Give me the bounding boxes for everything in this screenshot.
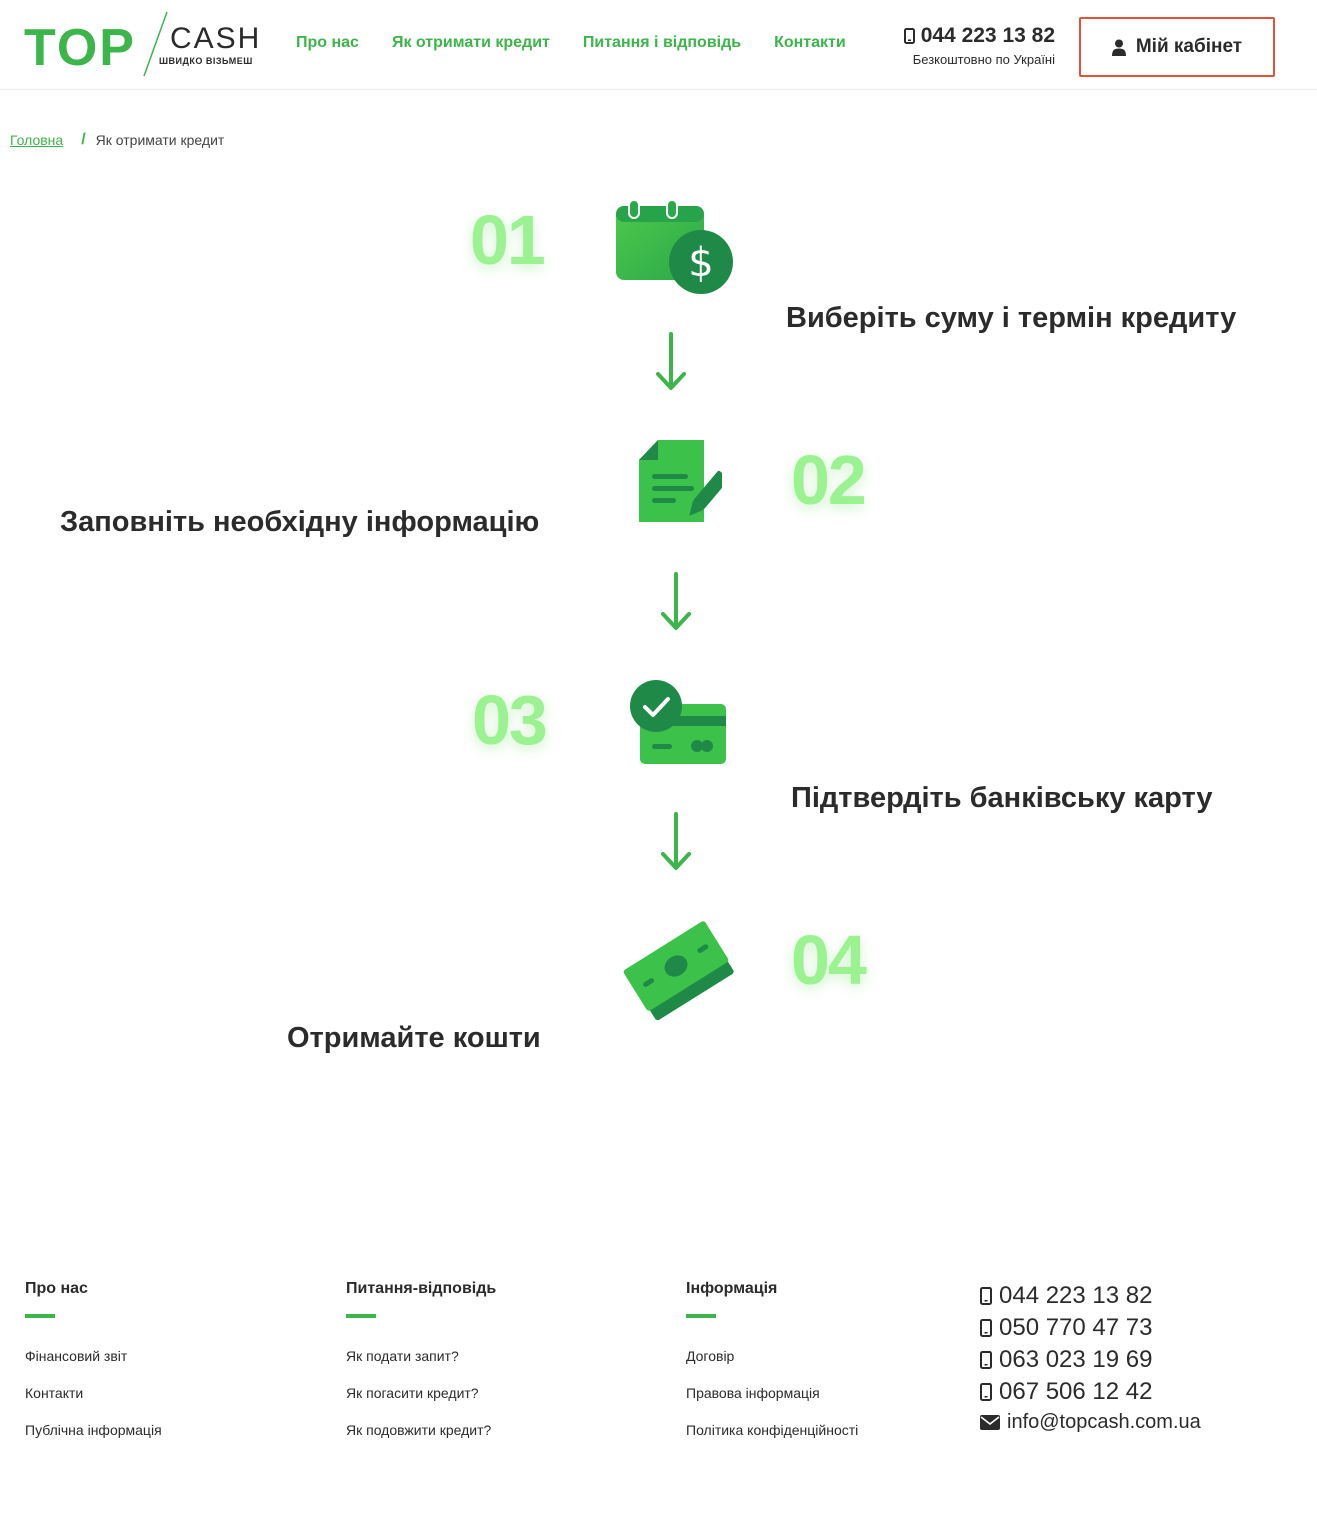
step-4-title: Отримайте кошти bbox=[287, 1022, 541, 1054]
topcash-logo[interactable] bbox=[24, 10, 264, 80]
nav-about[interactable]: Про нас bbox=[296, 34, 359, 51]
nav-faq[interactable]: Питання і відповідь bbox=[582, 34, 742, 51]
header-phone-note: Безкоштовно по Україні bbox=[912, 52, 1055, 67]
logo-top-text: TOP bbox=[24, 19, 136, 77]
footer-link-how-to-extend[interactable]: Як подовжити кредит? bbox=[346, 1422, 492, 1438]
header-phone-block bbox=[904, 24, 1055, 67]
footer-link-how-to-apply[interactable]: Як подати запит? bbox=[346, 1348, 459, 1364]
my-cabinet-label: Мій кабінет bbox=[1135, 36, 1243, 57]
footer-column-about bbox=[25, 1280, 162, 1459]
breadcrumb-separator: / bbox=[81, 131, 86, 148]
footer-email-address: info@topcash.com.ua bbox=[1007, 1410, 1201, 1433]
footer-link-legal-info[interactable]: Правова інформація bbox=[686, 1385, 820, 1401]
breadcrumb-home-link[interactable]: Головна bbox=[10, 132, 64, 148]
main-nav bbox=[296, 34, 846, 52]
breadcrumb-current: Як отримати кредит bbox=[95, 132, 225, 148]
footer-phone-number: 050 770 47 73 bbox=[999, 1314, 1153, 1341]
step-1-title: Виберіть суму і термін кредиту bbox=[786, 302, 1237, 334]
arrow-down-icon bbox=[655, 332, 687, 392]
footer-phone-3[interactable] bbox=[980, 1344, 1201, 1376]
mobile-phone-icon bbox=[980, 1383, 992, 1401]
step-3-title: Підтвердіть банківську карту bbox=[791, 782, 1213, 814]
footer-link-contacts[interactable]: Контакти bbox=[25, 1385, 84, 1401]
footer-column-faq bbox=[346, 1280, 496, 1459]
footer-phone-number: 063 023 19 69 bbox=[999, 1346, 1153, 1373]
footer-link-privacy-policy[interactable]: Політика конфіденційності bbox=[686, 1422, 859, 1438]
breadcrumb bbox=[10, 131, 224, 149]
footer-email[interactable] bbox=[980, 1408, 1201, 1436]
step-2-title: Заповніть необхідну інформацію bbox=[60, 506, 540, 538]
arrow-down-icon bbox=[660, 812, 692, 872]
cash-bills-icon bbox=[620, 916, 738, 1028]
footer-link-agreement[interactable]: Договір bbox=[686, 1348, 735, 1364]
mobile-phone-icon bbox=[904, 28, 915, 44]
arrow-down-icon bbox=[660, 572, 692, 632]
footer-phone-2[interactable] bbox=[980, 1312, 1201, 1344]
footer-accent-bar bbox=[686, 1314, 716, 1318]
footer-phone-4[interactable] bbox=[980, 1376, 1201, 1408]
envelope-icon bbox=[980, 1415, 1000, 1430]
header-phone-number: 044 223 13 82 bbox=[920, 24, 1055, 47]
footer-contacts bbox=[980, 1280, 1201, 1436]
footer-link-public-info[interactable]: Публічна інформація bbox=[25, 1422, 162, 1438]
my-cabinet-button[interactable] bbox=[1079, 17, 1275, 77]
step-2-number: 02 bbox=[791, 441, 865, 519]
nav-contacts[interactable]: Контакти bbox=[774, 34, 846, 51]
footer-phone-number: 044 223 13 82 bbox=[999, 1282, 1153, 1309]
card-check-icon bbox=[626, 678, 730, 770]
logo-cash-text: CASH bbox=[170, 22, 262, 55]
svg-text:$: $ bbox=[688, 240, 714, 286]
footer-column-info bbox=[686, 1280, 858, 1459]
footer-phone-1[interactable] bbox=[980, 1280, 1201, 1312]
mobile-phone-icon bbox=[980, 1351, 992, 1369]
mobile-phone-icon bbox=[980, 1319, 992, 1337]
document-pencil-icon bbox=[636, 438, 722, 526]
step-3-number: 03 bbox=[472, 681, 546, 759]
footer-phone-number: 067 506 12 42 bbox=[999, 1378, 1153, 1405]
logo-tagline: ШВИДКО ВІЗЬМЕШ bbox=[159, 56, 253, 66]
header-phone[interactable] bbox=[904, 24, 1055, 48]
footer-link-financial-report[interactable]: Фінансовий звіт bbox=[25, 1348, 128, 1364]
footer-column-title: Питання-відповідь bbox=[346, 1280, 497, 1297]
site-header bbox=[0, 0, 1317, 90]
mobile-phone-icon bbox=[980, 1287, 992, 1305]
footer-link-how-to-repay[interactable]: Як погасити кредит? bbox=[346, 1385, 479, 1401]
nav-how-to-get-credit[interactable]: Як отримати кредит bbox=[391, 34, 550, 51]
footer-column-title: Інформація bbox=[686, 1280, 778, 1297]
step-4-number: 04 bbox=[791, 921, 865, 999]
step-1-number: 01 bbox=[470, 201, 544, 279]
footer-accent-bar bbox=[25, 1314, 55, 1318]
calendar-money-icon bbox=[612, 198, 736, 298]
footer-column-title: Про нас bbox=[25, 1280, 88, 1297]
user-icon bbox=[1112, 39, 1126, 56]
footer-accent-bar bbox=[346, 1314, 376, 1318]
